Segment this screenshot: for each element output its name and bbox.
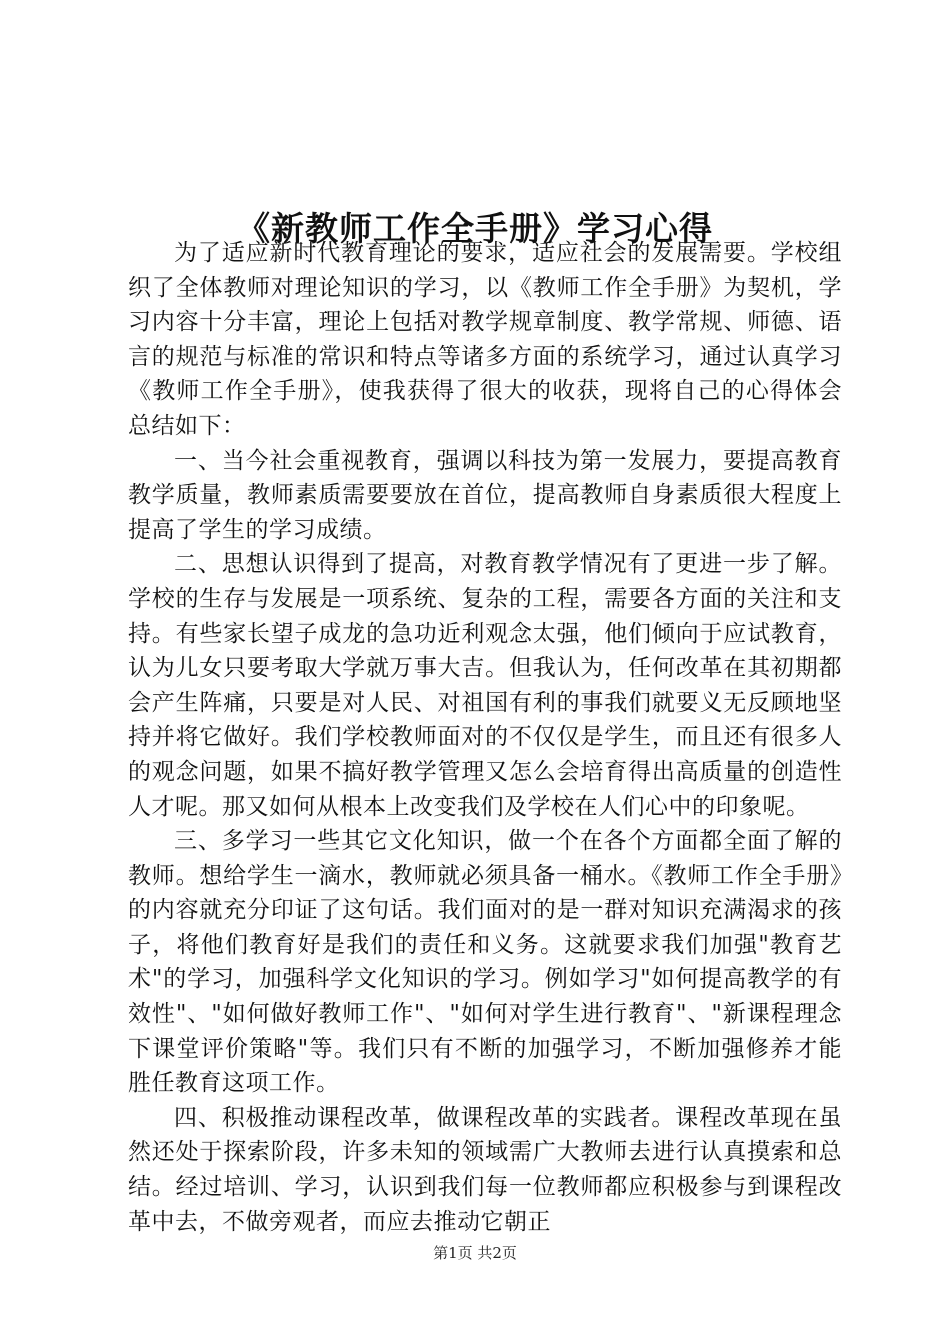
page-number-footer: 第1页 共2页 xyxy=(433,1244,517,1262)
document-body xyxy=(128,236,842,1239)
paragraph-point-4: 四、积极推动课程改革，做课程改革的实践者。课程改革现在虽然还处于探索阶段，许多未知的领域需广大教师去进行认真摸索和总结。经过培训、学习，认识到我们每一位教师都应积极参与到课程改革中去，不做旁观者，而应去推动它朝正 xyxy=(128,1104,842,1235)
document-title: 《新教师工作全手册》学习心得 xyxy=(237,209,713,249)
paragraph-intro: 为了适应新时代教育理论的要求，适应社会的发展需要。学校组织了全体教师对理论知识的学习，以《教师工作全手册》为契机，学习内容十分丰富，理论上包括对教学规章制度、教学常规、师德、语言的规范与标准的常识和特点等诸多方面的系统学习，通过认真学习《教师工作全手册》，使我获得了很大的收获，现将自己的心得体会总结如下： xyxy=(128,240,842,439)
paragraph-point-2: 二、思想认识得到了提高，对教育教学情况有了更进一步了解。学校的生存与发展是一项系统、复杂的工程，需要各方面的关注和支持。有些家长望子成龙的急功近利观念太强，他们倾向于应试教育，认为儿女只要考取大学就万事大吉。但我认为，任何改革在其初期都会产生阵痛，只要是对人民、对祖国有利的事我们就要义无反顾地坚持并将它做好。我们学校教师面对的不仅仅是学生，而且还有很多人的观念问题，如果不搞好教学管理又怎么会培育得出高质量的创造性人才呢。那又如何从根本上改变我们及学校在人们心中的印象呢。 xyxy=(128,551,842,820)
paragraph-point-3: 三、多学习一些其它文化知识，做一个在各个方面都全面了解的教师。想给学生一滴水，教师就必须具备一桶水。《教师工作全手册》的内容就充分印证了这句话。我们面对的是一群对知识充满渴求的孩子，将他们教育好是我们的责任和义务。这就要求我们加强"教育艺术"的学习，加强科学文化知识的学习。例如学习"如何提高教学的有效性"、"如何做好教师工作"、"如何对学生进行教育"、"新课程理念下课堂评价策略"等。我们只有不断的加强学习，不断加强修养才能胜任教育这项工作。 xyxy=(128,828,842,1097)
paragraph-point-1: 一、当今社会重视教育，强调以科技为第一发展力，要提高教育教学质量，教师素质需要要放在首位，提高教师自身素质很大程度上提高了学生的学习成绩。 xyxy=(128,447,842,543)
